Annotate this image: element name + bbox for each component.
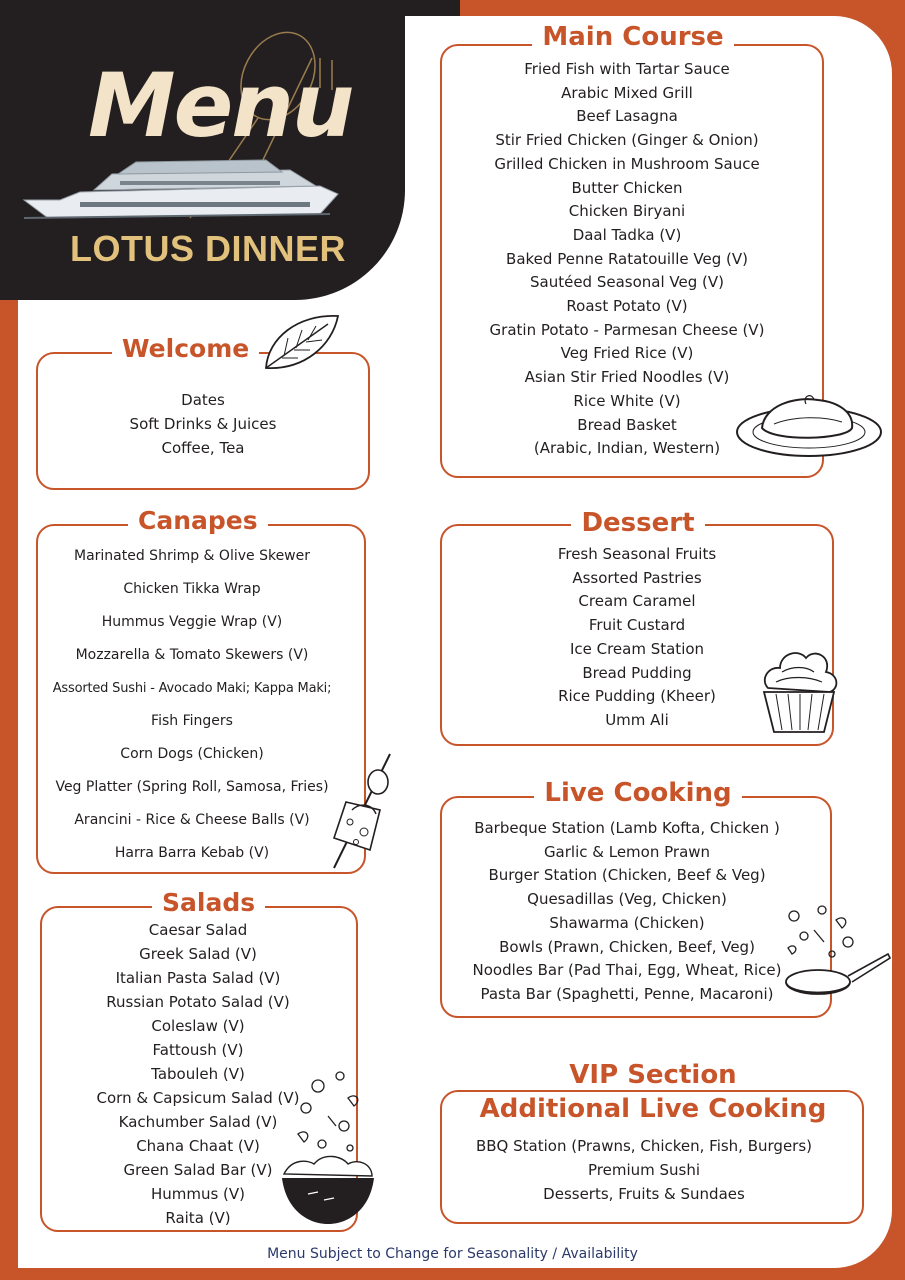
list-item: Chicken Tikka Wrap (123, 581, 261, 597)
list-item: Umm Ali (605, 710, 669, 729)
list-item: Kachumber Salad (V) (118, 1113, 278, 1131)
welcome-list (36, 388, 370, 460)
list-item: Greek Salad (V) (139, 945, 257, 963)
list-item: Butter Chicken (571, 178, 683, 197)
list-item: Sautéed Seasonal Veg (V) (530, 273, 724, 292)
leaf-icon (258, 308, 344, 374)
list-item: Gratin Potato - Parmesan Cheese (V) (489, 320, 765, 339)
vip-section (440, 1058, 866, 1228)
main-course-title: Main Course (440, 22, 826, 52)
list-item: Chana Chaat (V) (136, 1137, 260, 1155)
list-item: Caesar Salad (148, 921, 248, 939)
list-item: Stir Fried Chicken (Ginger & Onion) (495, 131, 759, 150)
list-item: Asian Stir Fried Noodles (V) (524, 368, 730, 387)
list-item: Desserts, Fruits & Sundaes (543, 1185, 745, 1203)
list-item: Hummus (V) (150, 1185, 246, 1203)
salad-bowl-icon (278, 1064, 378, 1232)
list-item: Dates (181, 391, 225, 409)
list-item: Beef Lasagna (576, 107, 678, 126)
list-item: Raita (V) (165, 1209, 231, 1227)
footer-note: Menu Subject to Change for Seasonality / Availability (267, 1246, 638, 1262)
menu-subtitle: LOTUS DINNER (70, 228, 346, 269)
list-item: Bowls (Prawn, Chicken, Beef, Veg) (499, 937, 755, 956)
canapes-section (36, 506, 370, 878)
canapes-list (14, 540, 370, 870)
list-item: Roast Potato (V) (566, 297, 688, 316)
dessert-title: Dessert (440, 508, 836, 538)
list-item: Assorted Sushi - Avocado Maki; Kappa Maki; (52, 681, 332, 696)
list-item: Rice White (V) (573, 391, 681, 410)
list-item: Mozzarella & Tomato Skewers (V) (75, 647, 309, 663)
list-item: Corn Dogs (Chicken) (120, 746, 264, 762)
list-item: Fish Fingers (151, 713, 233, 729)
live-cooking-title: Live Cooking (440, 778, 836, 808)
list-item: Barbeque Station (Lamb Kofta, Chicken ) (474, 819, 780, 837)
frying-pan-icon (774, 902, 894, 1002)
canapes-title: Canapes (36, 506, 370, 535)
list-item: Soft Drinks & Juices (129, 415, 277, 433)
vip-title-line2: Additional Live Cooking (470, 1094, 837, 1124)
vip-title (440, 1058, 866, 1126)
list-item: Veg Platter (Spring Roll, Samosa, Fries) (55, 779, 329, 795)
list-item: Fresh Seasonal Fruits (557, 545, 717, 563)
list-item: Daal Tadka (V) (572, 225, 682, 244)
list-item: Coleslaw (V) (151, 1017, 245, 1035)
list-item: Green Salad Bar (V) (123, 1161, 273, 1179)
list-item: BBQ Station (Prawns, Chicken, Fish, Burgers) (475, 1137, 813, 1155)
list-item: Baked Penne Ratatouille Veg (V) (506, 249, 748, 268)
list-item: Grilled Chicken in Mushroom Sauce (494, 154, 760, 173)
skewer-icon (326, 752, 396, 872)
list-item: Coffee, Tea (161, 439, 245, 457)
list-item: Quesadillas (Veg, Chicken) (527, 890, 727, 909)
list-item: Russian Potato Salad (V) (106, 993, 290, 1011)
list-item: Fattoush (V) (152, 1041, 244, 1059)
list-item: Cream Caramel (578, 592, 696, 611)
list-item: Corn & Capsicum Salad (V) (96, 1089, 300, 1107)
list-item: Harra Barra Kebab (V) (114, 845, 270, 861)
list-item: Pasta Bar (Spaghetti, Penne, Macaroni) (480, 984, 774, 1003)
list-item: Bread Basket (577, 415, 677, 434)
list-item: Italian Pasta Salad (V) (115, 969, 281, 987)
list-item: Noodles Bar (Pad Thai, Egg, Wheat, Rice) (472, 961, 782, 980)
vip-title-line1: VIP Section (559, 1060, 746, 1090)
list-item: Assorted Pastries (572, 568, 702, 587)
list-item: Marinated Shrimp & Olive Skewer (73, 548, 311, 564)
list-item: Rice Pudding (Kheer) (558, 687, 716, 706)
salads-title: Salads (40, 888, 360, 917)
steak-plate-icon (734, 388, 884, 460)
list-item: Hummus Veggie Wrap (V) (101, 614, 283, 630)
vip-list (422, 1134, 866, 1206)
list-item: (Arabic, Indian, Western) (533, 439, 721, 458)
welcome-title: Welcome (36, 334, 370, 363)
list-item: Veg Fried Rice (V) (560, 344, 694, 363)
list-item: Fruit Custard (588, 616, 686, 635)
list-item: Premium Sushi (587, 1161, 701, 1179)
cupcake-icon (754, 636, 844, 736)
list-item: Garlic & Lemon Prawn (543, 842, 711, 861)
list-item: Chicken Biryani (568, 202, 686, 221)
list-item: Arancini - Rice & Cheese Balls (V) (74, 812, 310, 828)
list-item: Shawarma (Chicken) (549, 913, 705, 932)
list-item: Fried Fish with Tartar Sauce (524, 60, 730, 78)
list-item: Tabouleh (V) (151, 1065, 245, 1083)
list-item: Ice Cream Station (569, 639, 705, 658)
list-item: Arabic Mixed Grill (561, 83, 693, 102)
list-item: Bread Pudding (582, 663, 692, 682)
menu-title: Menu (88, 54, 353, 157)
list-item: Burger Station (Chicken, Beef & Veg) (488, 866, 766, 885)
